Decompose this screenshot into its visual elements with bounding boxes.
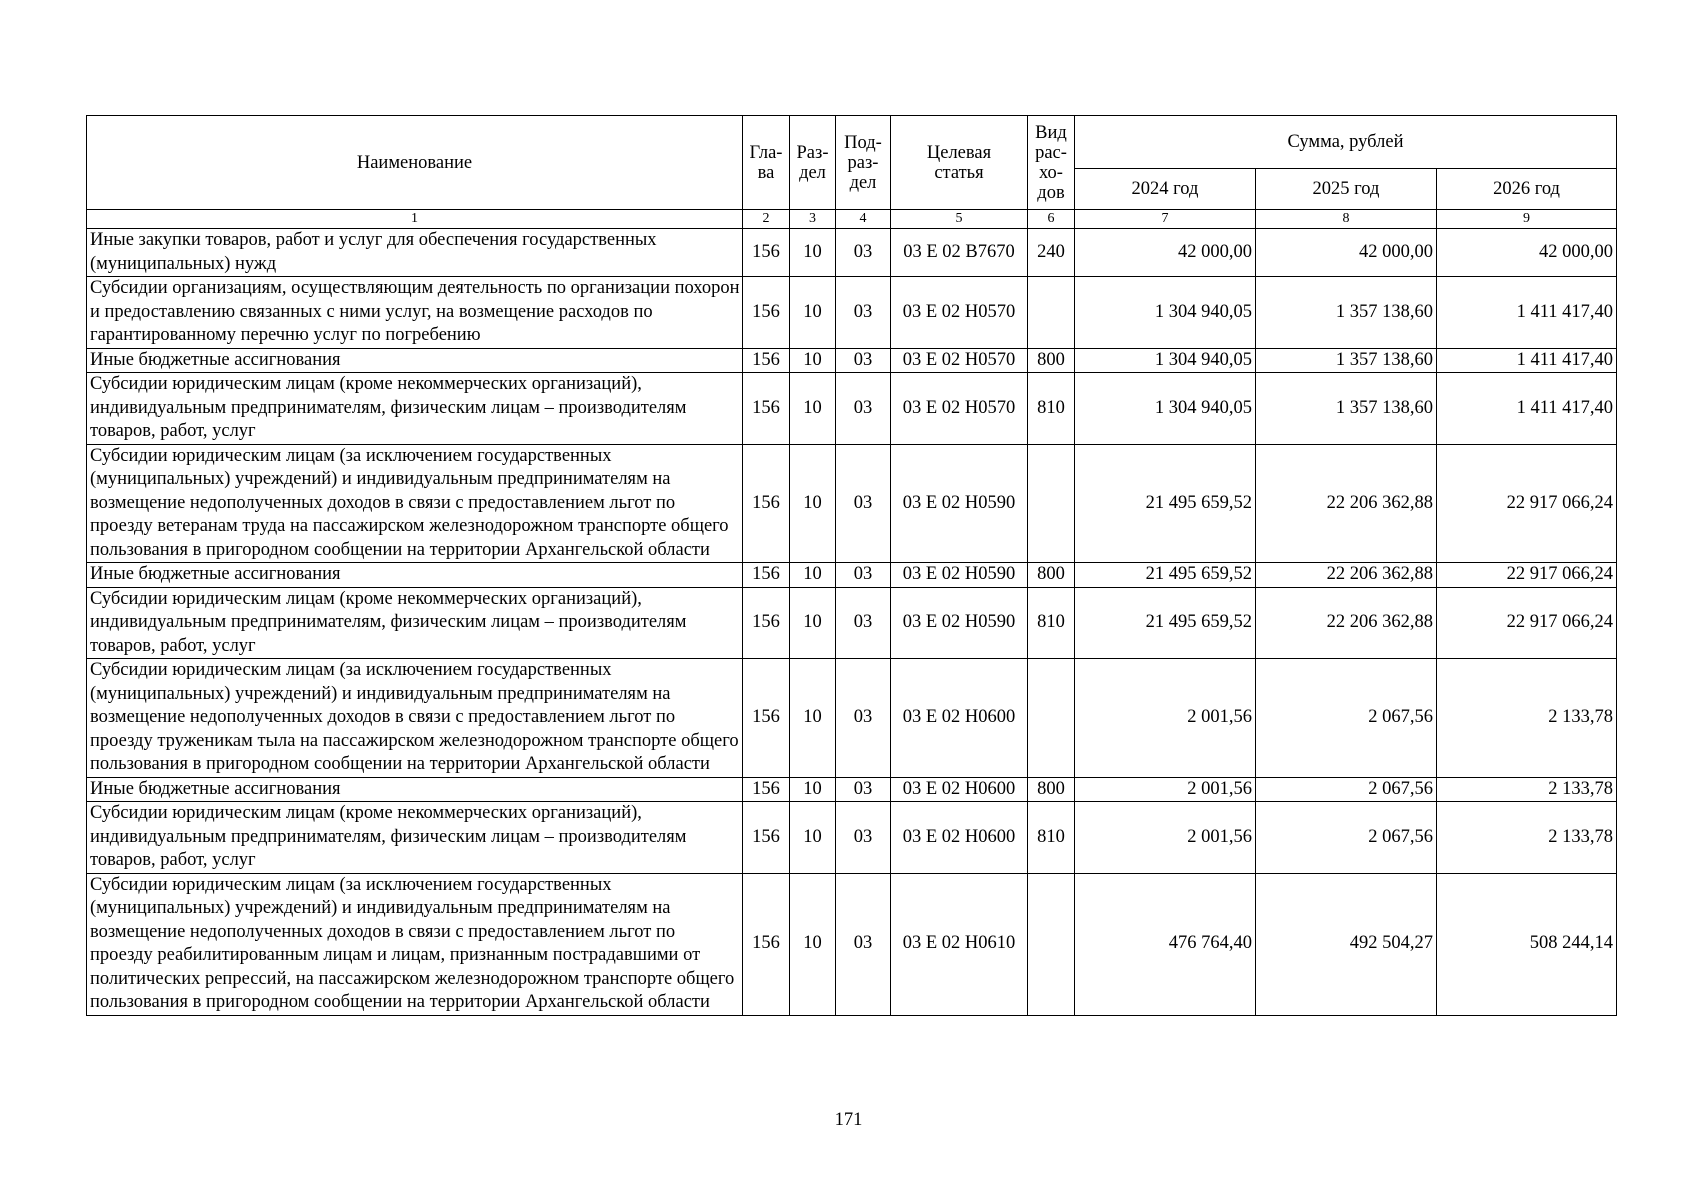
row-razdel: 10	[790, 659, 836, 778]
row-sum-2025: 22 206 362,88	[1256, 587, 1437, 659]
row-sum-2026: 1 411 417,40	[1437, 277, 1617, 349]
row-glava: 156	[743, 348, 790, 373]
row-name: Иные закупки товаров, работ и услуг для обеспечения государственных (муниципальных) нужд	[87, 229, 743, 277]
row-glava: 156	[743, 659, 790, 778]
row-vid-rashodov: 800	[1028, 777, 1075, 802]
row-celevaya-statya: 03 Е 02 Н0590	[891, 587, 1028, 659]
table-row	[87, 777, 1617, 802]
row-sum-2026: 2 133,78	[1437, 777, 1617, 802]
header-vid-rashodov: Вид рас- хо- дов	[1028, 116, 1075, 210]
column-number: 8	[1256, 210, 1437, 229]
row-vid-rashodov: 810	[1028, 373, 1075, 445]
row-razdel: 10	[790, 873, 836, 1015]
row-sum-2024: 42 000,00	[1075, 229, 1256, 277]
row-sum-2025: 492 504,27	[1256, 873, 1437, 1015]
row-podrazdel: 03	[836, 229, 891, 277]
row-sum-2024: 2 001,56	[1075, 777, 1256, 802]
row-celevaya-statya: 03 Е 02 В7670	[891, 229, 1028, 277]
row-glava: 156	[743, 587, 790, 659]
header-glava: Гла- ва	[743, 116, 790, 210]
row-vid-rashodov	[1028, 277, 1075, 349]
row-celevaya-statya: 03 Е 02 Н0570	[891, 277, 1028, 349]
row-podrazdel: 03	[836, 277, 891, 349]
table-row	[87, 802, 1617, 874]
table-row	[87, 587, 1617, 659]
row-glava: 156	[743, 563, 790, 588]
row-name: Субсидии юридическим лицам (за исключением государственных (муниципальных) учреждений) и индивидуальным предпринимателям на возмещение недополученных доходов в связи с предоставлением льгот по проезду реабилитированным лицам и лицам, признанным пострадавшими от политических репрессий, на пассажирском железнодорожном транспорте общего пользования в пригородном сообщении на территории Архангельской области	[87, 873, 743, 1015]
row-sum-2024: 21 495 659,52	[1075, 587, 1256, 659]
row-vid-rashodov: 810	[1028, 587, 1075, 659]
header-summa: Сумма, рублей	[1075, 116, 1617, 169]
row-sum-2026: 42 000,00	[1437, 229, 1617, 277]
row-sum-2024: 21 495 659,52	[1075, 444, 1256, 563]
row-celevaya-statya: 03 Е 02 Н0570	[891, 348, 1028, 373]
row-celevaya-statya: 03 Е 02 Н0600	[891, 777, 1028, 802]
row-sum-2024: 2 001,56	[1075, 659, 1256, 778]
header-razdel: Раз- дел	[790, 116, 836, 210]
row-podrazdel: 03	[836, 444, 891, 563]
row-vid-rashodov: 800	[1028, 348, 1075, 373]
table-row	[87, 348, 1617, 373]
row-podrazdel: 03	[836, 659, 891, 778]
row-sum-2026: 2 133,78	[1437, 659, 1617, 778]
row-sum-2024: 1 304 940,05	[1075, 277, 1256, 349]
row-name: Иные бюджетные ассигнования	[87, 777, 743, 802]
budget-table	[86, 115, 1617, 1016]
row-sum-2025: 2 067,56	[1256, 777, 1437, 802]
row-name: Субсидии юридическим лицам (за исключением государственных (муниципальных) учреждений) и индивидуальным предпринимателям на возмещение недополученных доходов в связи с предоставлением льгот по проезду ветеранам труда на пассажирском железнодорожном транспорте общего пользования в пригородном сообщении на территории Архангельской области	[87, 444, 743, 563]
row-celevaya-statya: 03 Е 02 Н0590	[891, 563, 1028, 588]
column-number: 6	[1028, 210, 1075, 229]
row-razdel: 10	[790, 348, 836, 373]
column-number: 9	[1437, 210, 1617, 229]
row-razdel: 10	[790, 563, 836, 588]
table-row	[87, 659, 1617, 778]
row-name: Субсидии юридическим лицам (кроме некоммерческих организаций), индивидуальным предпринимателям, физическим лицам – производителям товаров, работ, услуг	[87, 587, 743, 659]
table-row	[87, 444, 1617, 563]
row-glava: 156	[743, 444, 790, 563]
row-vid-rashodov	[1028, 444, 1075, 563]
row-sum-2024: 1 304 940,05	[1075, 348, 1256, 373]
row-glava: 156	[743, 802, 790, 874]
row-sum-2025: 1 357 138,60	[1256, 348, 1437, 373]
row-podrazdel: 03	[836, 802, 891, 874]
row-sum-2026: 508 244,14	[1437, 873, 1617, 1015]
header-celevaya-statya: Целевая статья	[891, 116, 1028, 210]
row-sum-2025: 2 067,56	[1256, 659, 1437, 778]
row-sum-2025: 1 357 138,60	[1256, 373, 1437, 445]
row-celevaya-statya: 03 Е 02 Н0610	[891, 873, 1028, 1015]
row-name: Иные бюджетные ассигнования	[87, 348, 743, 373]
row-vid-rashodov: 800	[1028, 563, 1075, 588]
budget-table-sheet	[86, 115, 1616, 1016]
header-row-top	[87, 116, 1617, 169]
row-glava: 156	[743, 777, 790, 802]
row-name: Субсидии юридическим лицам (за исключением государственных (муниципальных) учреждений) и индивидуальным предпринимателям на возмещение недополученных доходов в связи с предоставлением льгот по проезду труженикам тыла на пассажирском железнодорожном транспорте общего пользования в пригородном сообщении на территории Архангельской области	[87, 659, 743, 778]
row-celevaya-statya: 03 Е 02 Н0600	[891, 659, 1028, 778]
column-number-row	[87, 210, 1617, 229]
row-sum-2026: 2 133,78	[1437, 802, 1617, 874]
row-sum-2026: 22 917 066,24	[1437, 587, 1617, 659]
row-podrazdel: 03	[836, 873, 891, 1015]
header-year-2025: 2025 год	[1256, 169, 1437, 210]
row-celevaya-statya: 03 Е 02 Н0590	[891, 444, 1028, 563]
column-number: 7	[1075, 210, 1256, 229]
row-sum-2025: 22 206 362,88	[1256, 444, 1437, 563]
row-podrazdel: 03	[836, 777, 891, 802]
column-number: 2	[743, 210, 790, 229]
row-sum-2026: 1 411 417,40	[1437, 348, 1617, 373]
row-sum-2025: 22 206 362,88	[1256, 563, 1437, 588]
row-vid-rashodov	[1028, 873, 1075, 1015]
table-row	[87, 873, 1617, 1015]
column-number: 1	[87, 210, 743, 229]
row-sum-2025: 42 000,00	[1256, 229, 1437, 277]
row-name: Субсидии юридическим лицам (кроме некоммерческих организаций), индивидуальным предпринимателям, физическим лицам – производителям товаров, работ, услуг	[87, 802, 743, 874]
row-name: Субсидии организациям, осуществляющим деятельность по организации похорон и предоставлению связанных с ними услуг, на возмещение расходов по гарантированному перечню услуг по погребению	[87, 277, 743, 349]
table-row	[87, 229, 1617, 277]
row-razdel: 10	[790, 777, 836, 802]
table-row	[87, 277, 1617, 349]
row-vid-rashodov: 810	[1028, 802, 1075, 874]
row-podrazdel: 03	[836, 563, 891, 588]
row-sum-2024: 2 001,56	[1075, 802, 1256, 874]
row-razdel: 10	[790, 444, 836, 563]
row-name: Субсидии юридическим лицам (кроме некоммерческих организаций), индивидуальным предпринимателям, физическим лицам – производителям товаров, работ, услуг	[87, 373, 743, 445]
row-vid-rashodov	[1028, 659, 1075, 778]
column-number: 4	[836, 210, 891, 229]
row-podrazdel: 03	[836, 373, 891, 445]
row-sum-2024: 476 764,40	[1075, 873, 1256, 1015]
header-name: Наименование	[87, 116, 743, 210]
row-razdel: 10	[790, 373, 836, 445]
column-number: 3	[790, 210, 836, 229]
row-razdel: 10	[790, 277, 836, 349]
page-number: 171	[834, 1110, 863, 1130]
row-podrazdel: 03	[836, 348, 891, 373]
row-sum-2026: 22 917 066,24	[1437, 444, 1617, 563]
row-glava: 156	[743, 277, 790, 349]
row-celevaya-statya: 03 Е 02 Н0600	[891, 802, 1028, 874]
row-podrazdel: 03	[836, 587, 891, 659]
row-vid-rashodov: 240	[1028, 229, 1075, 277]
row-sum-2026: 1 411 417,40	[1437, 373, 1617, 445]
row-razdel: 10	[790, 802, 836, 874]
row-celevaya-statya: 03 Е 02 Н0570	[891, 373, 1028, 445]
header-year-2026: 2026 год	[1437, 169, 1617, 210]
row-sum-2024: 1 304 940,05	[1075, 373, 1256, 445]
row-razdel: 10	[790, 587, 836, 659]
row-razdel: 10	[790, 229, 836, 277]
header-podrazdel: Под- раз- дел	[836, 116, 891, 210]
header-year-2024: 2024 год	[1075, 169, 1256, 210]
row-glava: 156	[743, 229, 790, 277]
table-row	[87, 373, 1617, 445]
column-number: 5	[891, 210, 1028, 229]
row-sum-2025: 2 067,56	[1256, 802, 1437, 874]
table-row	[87, 563, 1617, 588]
row-sum-2025: 1 357 138,60	[1256, 277, 1437, 349]
row-sum-2024: 21 495 659,52	[1075, 563, 1256, 588]
row-name: Иные бюджетные ассигнования	[87, 563, 743, 588]
row-glava: 156	[743, 373, 790, 445]
row-sum-2026: 22 917 066,24	[1437, 563, 1617, 588]
row-glava: 156	[743, 873, 790, 1015]
